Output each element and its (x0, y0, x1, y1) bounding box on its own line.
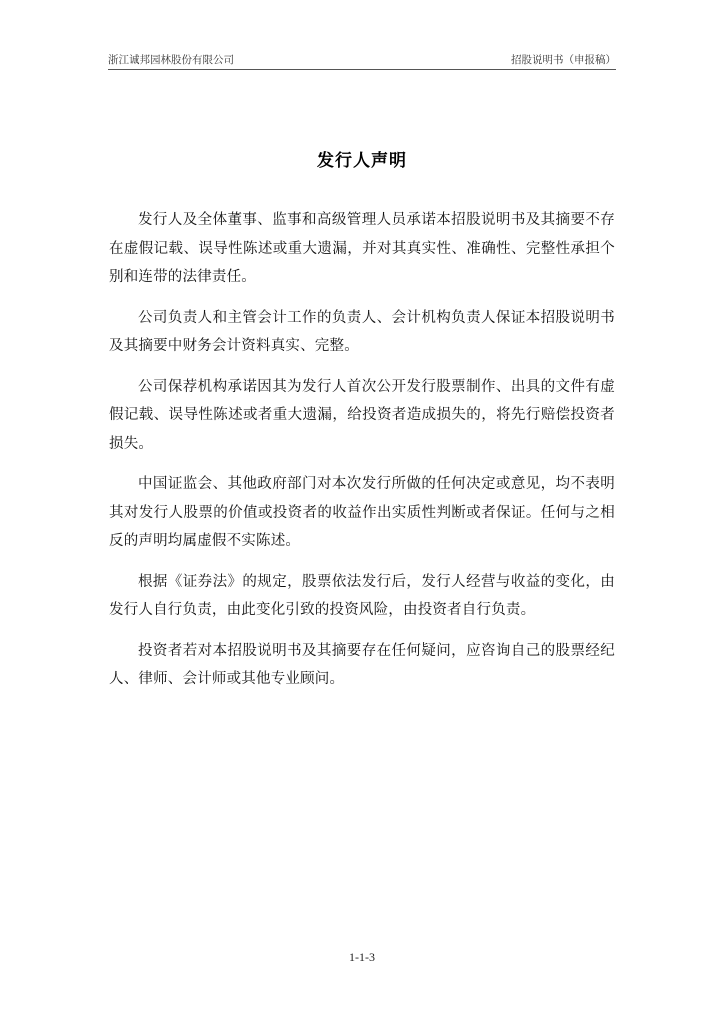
page-title: 发行人声明 (317, 151, 407, 171)
statement-paragraph: 发行人及全体董事、监事和高级管理人员承诺本招股说明书及其摘要不存在虚假记载、误导性陈述或重大遗漏，并对其真实性、准确性、完整性承担个别和连带的法律责任。 (109, 212, 615, 285)
page-header (108, 51, 616, 70)
header-document-type: 招股说明书（申报稿） (511, 54, 616, 66)
statement-paragraph: 公司保荐机构承诺因其为发行人首次公开发行股票制作、出具的文件有虚假记载、误导性陈述或者重大遗漏，给投资者造成损失的，将先行赔偿投资者损失。 (109, 378, 615, 452)
statement-paragraph: 投资者若对本招股说明书及其摘要存在任何疑问，应咨询自己的股票经纪人、律师、会计师或其他专业顾问。 (109, 642, 615, 687)
statement-paragraph: 根据《证券法》的规定，股票依法发行后，发行人经营与收益的变化，由发行人自行负责，由此变化引致的投资风险，由投资者自行负责。 (109, 573, 615, 618)
header-company-name: 浙江诚邦园林股份有限公司 (108, 54, 234, 66)
statement-body (109, 206, 615, 706)
statement-paragraph: 中国证监会、其他政府部门对本次发行所做的任何决定或意见，均不表明其对发行人股票的价值或投资者的收益作出实质性判断或者保证。任何与之相反的声明均属虚假不实陈述。 (109, 476, 615, 549)
statement-paragraph: 公司负责人和主管会计工作的负责人、会计机构负责人保证本招股说明书及其摘要中财务会计资料真实、完整。 (109, 309, 615, 354)
page-number: 1-1-3 (349, 950, 375, 964)
